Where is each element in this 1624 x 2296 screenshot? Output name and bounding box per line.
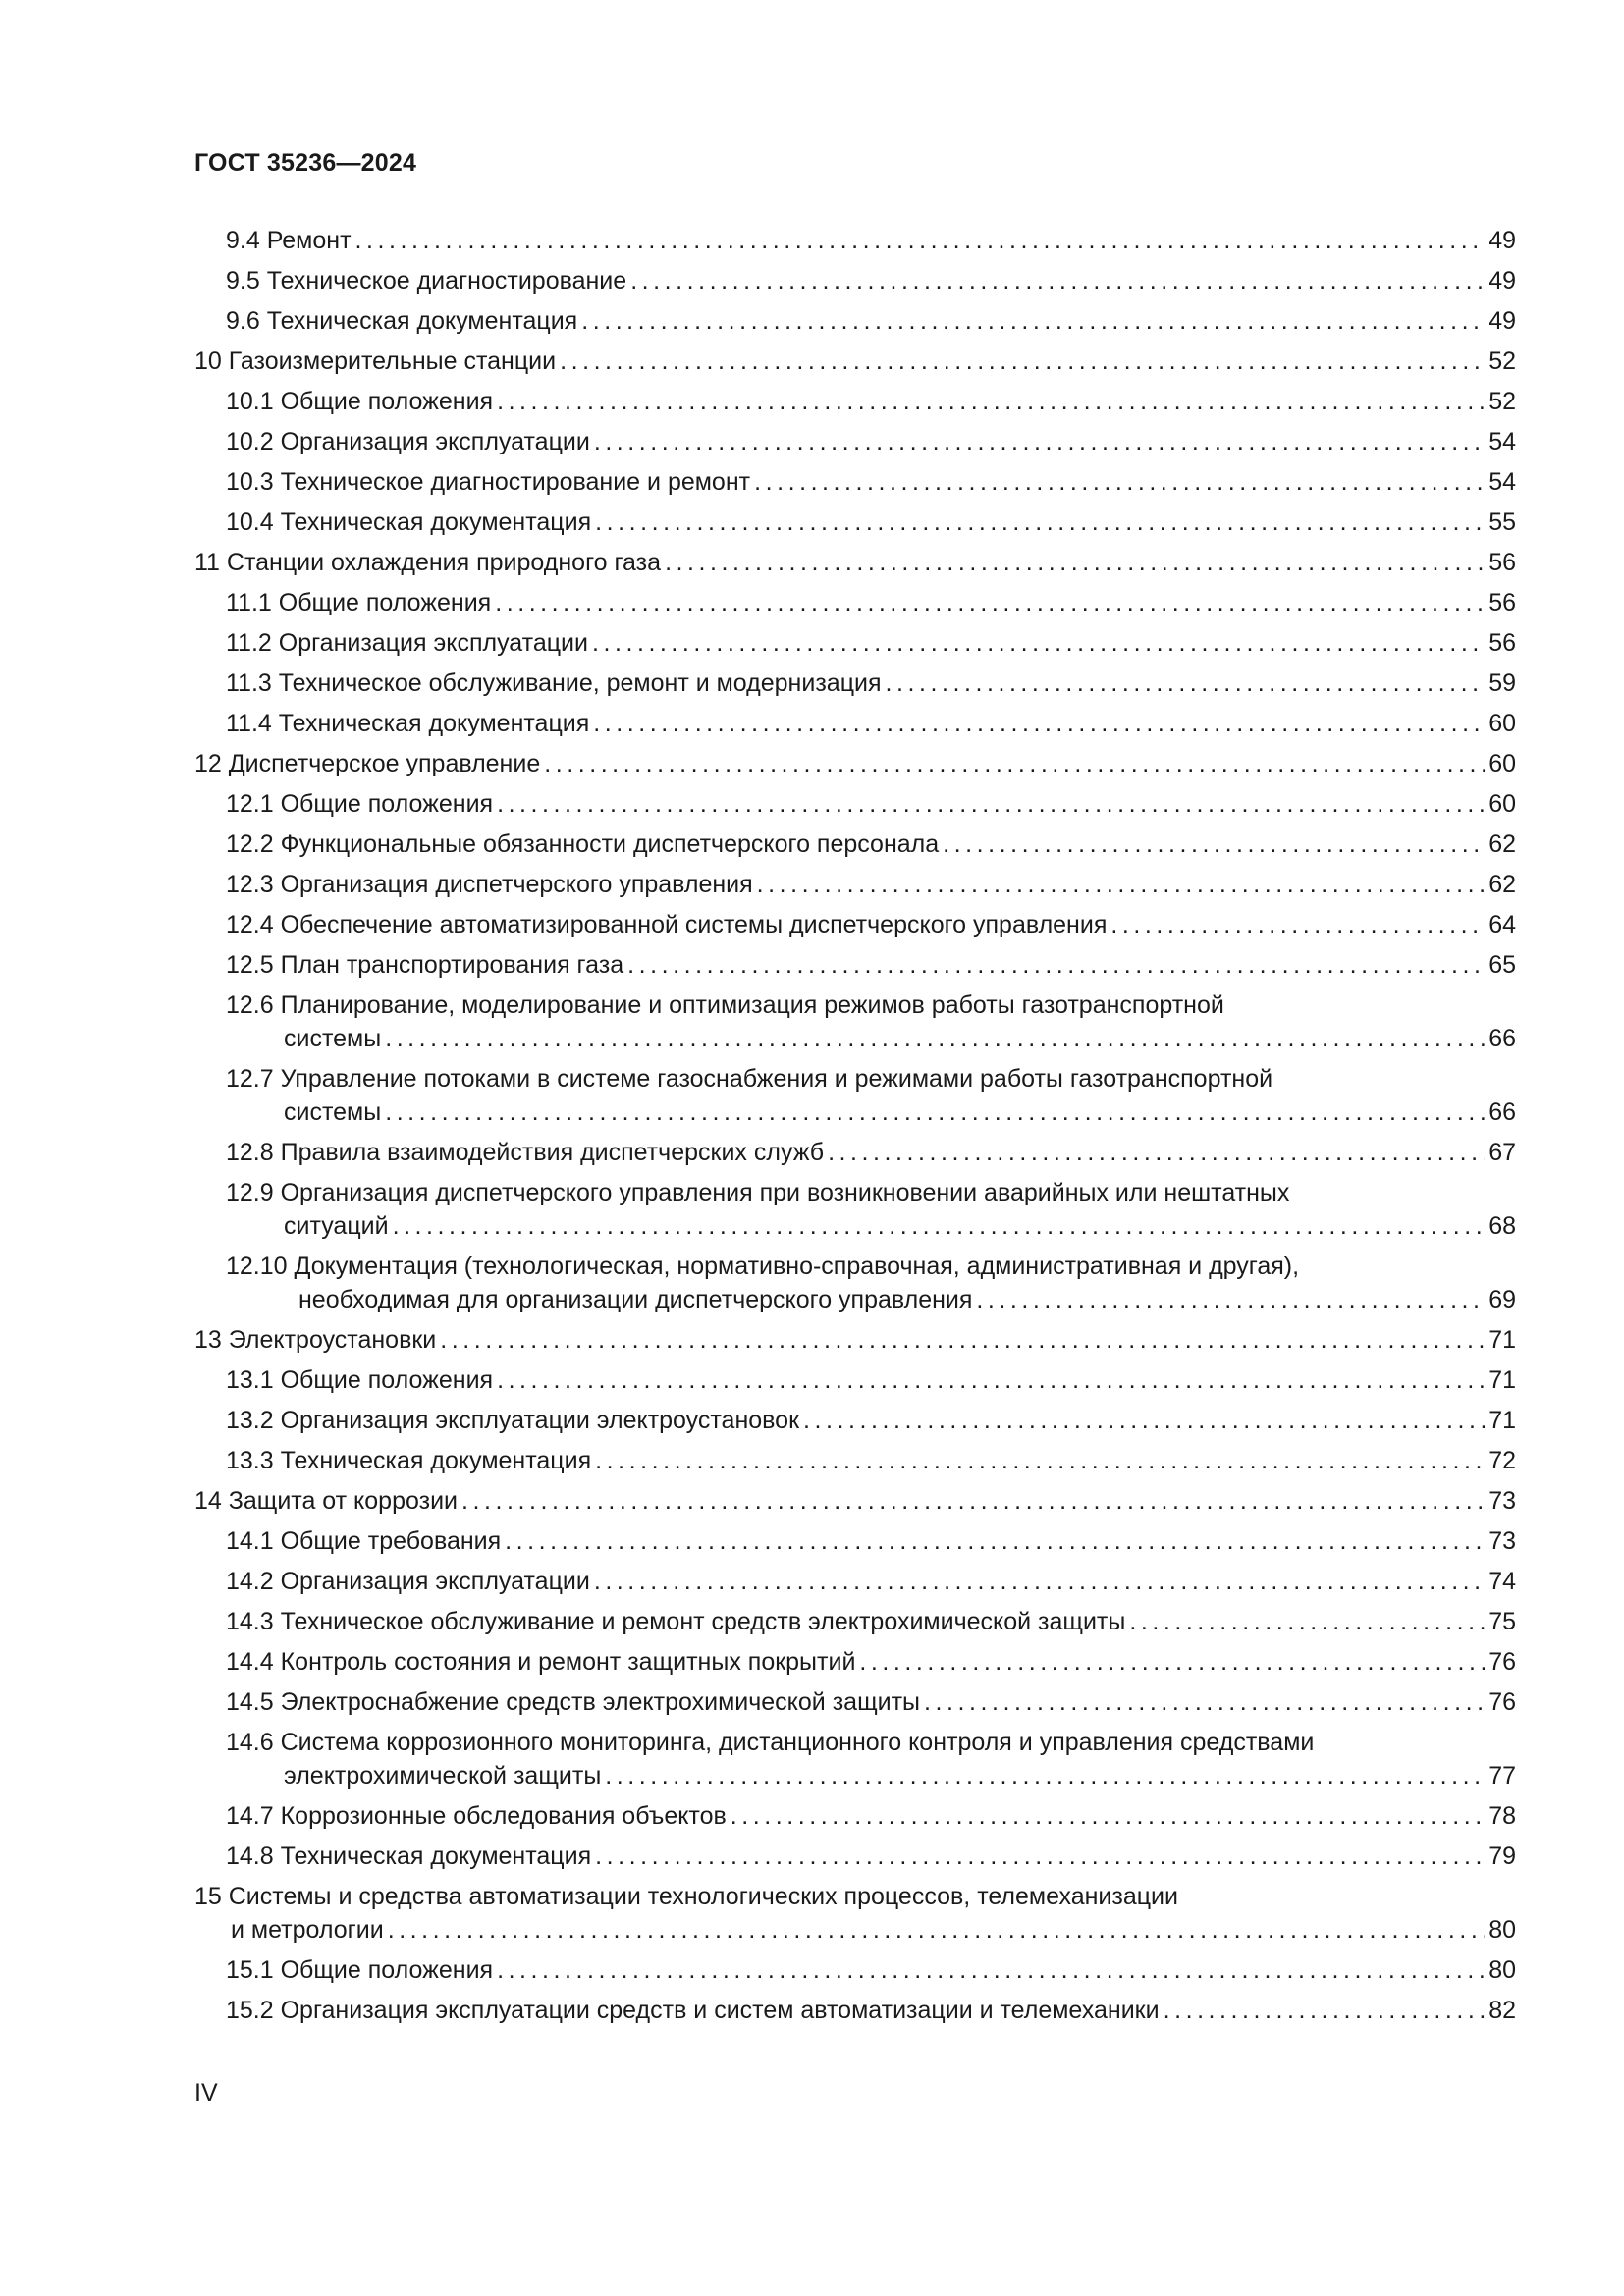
toc-entry[interactable]: [194, 1994, 1516, 2027]
toc-entry-title: 12.8 Правила взаимодействия диспетчерских служб: [226, 1139, 825, 1166]
dot-leader: [605, 1759, 1485, 1792]
toc-entry-title: 11.3 Техническое обслуживание, ремонт и модернизация: [226, 669, 882, 697]
toc-entry-title: 12.7 Управление потоками в системе газоснабжения и режимами работы газотранспортной: [226, 1065, 1273, 1093]
dot-leader: [731, 1799, 1485, 1833]
toc-entry-page: 76: [1489, 1648, 1516, 1676]
toc-entry-page: 62: [1489, 830, 1516, 858]
toc-entry-page: 67: [1489, 1139, 1516, 1166]
toc-entry-title: 14.3 Техническое обслуживание и ремонт средств электрохимической защиты: [226, 1608, 1126, 1635]
toc-entry-page: 71: [1489, 1326, 1516, 1354]
toc-entry-title: ситуаций: [284, 1212, 389, 1240]
toc-entry-title: системы: [284, 1098, 382, 1126]
toc-entry-title: 15.1 Общие положения: [226, 1956, 494, 1984]
toc-entry[interactable]: [194, 425, 1516, 458]
dot-leader: [595, 1444, 1485, 1477]
toc-entry[interactable]: [194, 1250, 1516, 1316]
toc-entry-title: 14.1 Общие требования: [226, 1527, 502, 1555]
toc-entry-page: 80: [1489, 1916, 1516, 1944]
dot-leader: [505, 1524, 1485, 1558]
toc-entry-page: 68: [1489, 1212, 1516, 1240]
toc-entry[interactable]: [194, 546, 1516, 579]
toc-entry-page: 56: [1489, 629, 1516, 657]
toc-entry-title: 12.4 Обеспечение автоматизированной системы диспетчерского управления: [226, 911, 1108, 938]
page-number: IV: [194, 2079, 218, 2107]
toc-entry-title: 10.4 Техническая документация: [226, 508, 592, 536]
toc-entry-title: 12 Диспетчерское управление: [194, 750, 541, 777]
toc-entry[interactable]: [194, 787, 1516, 821]
toc-entry[interactable]: [194, 1799, 1516, 1833]
toc-entry-title: 12.9 Организация диспетчерского управления при возникновении аварийных или нештатных: [226, 1179, 1290, 1206]
toc-entry[interactable]: [194, 1176, 1516, 1243]
toc-entry-page: 75: [1489, 1608, 1516, 1635]
dot-leader: [593, 707, 1485, 740]
toc-entry[interactable]: [194, 948, 1516, 982]
toc-entry[interactable]: [194, 1136, 1516, 1169]
toc-entry-title: 15 Системы и средства автоматизации технологических процессов, телемеханизации: [194, 1883, 1178, 1910]
toc-entry[interactable]: [194, 1565, 1516, 1598]
toc-entry-page: 54: [1489, 468, 1516, 496]
toc-entry-page: 62: [1489, 871, 1516, 898]
toc-entry-title: 13.1 Общие положения: [226, 1366, 494, 1394]
dot-leader: [497, 1363, 1485, 1397]
toc-entry-page: 71: [1489, 1366, 1516, 1394]
toc-entry-page: 73: [1489, 1527, 1516, 1555]
dot-leader: [1110, 908, 1485, 941]
dot-leader: [594, 1565, 1485, 1598]
toc-entry[interactable]: [194, 667, 1516, 700]
toc-entry[interactable]: [194, 1880, 1516, 1947]
toc-entry-page: 60: [1489, 750, 1516, 777]
toc-entry-page: 60: [1489, 710, 1516, 737]
dot-leader: [440, 1323, 1485, 1357]
toc-entry-title: 9.6 Техническая документация: [226, 307, 578, 335]
toc-entry[interactable]: [194, 1685, 1516, 1719]
toc-entry-page: 79: [1489, 1842, 1516, 1870]
toc-entry[interactable]: [194, 1062, 1516, 1129]
toc-entry-title: системы: [284, 1025, 382, 1052]
toc-entry-title: 9.4 Ремонт: [226, 227, 352, 254]
toc-entry-title: 13.3 Техническая документация: [226, 1447, 592, 1474]
toc-entry-page: 78: [1489, 1802, 1516, 1830]
toc-entry[interactable]: [194, 345, 1516, 378]
toc-entry-page: 65: [1489, 951, 1516, 979]
toc-entry-page: 52: [1489, 347, 1516, 375]
dot-leader: [976, 1283, 1485, 1316]
dot-leader: [594, 425, 1485, 458]
toc-entry[interactable]: [194, 1363, 1516, 1397]
toc-entry-title: 10.1 Общие положения: [226, 388, 494, 415]
toc-entry-page: 60: [1489, 790, 1516, 818]
toc-entry-title: 11.2 Организация эксплуатации: [226, 629, 588, 657]
toc-entry-title: 12.10 Документация (технологическая, нормативно-справочная, административная и другая),: [226, 1253, 1300, 1280]
toc-entry[interactable]: [194, 1524, 1516, 1558]
dot-leader: [393, 1209, 1486, 1243]
dot-leader: [385, 1022, 1485, 1055]
dot-leader: [592, 626, 1485, 660]
dot-leader: [803, 1404, 1485, 1437]
toc-entry-page: 76: [1489, 1688, 1516, 1716]
toc-entry-title: необходимая для организации диспетчерского управления: [298, 1286, 973, 1313]
toc-entry[interactable]: [194, 506, 1516, 539]
dot-leader: [385, 1095, 1485, 1129]
toc-entry-title: 14.6 Система коррозионного мониторинга, дистанционного контроля и управления средствами: [226, 1729, 1315, 1756]
toc-entry-title: 13.2 Организация эксплуатации электроустановок: [226, 1407, 800, 1434]
dot-leader: [828, 1136, 1485, 1169]
toc-entry[interactable]: [194, 1484, 1516, 1518]
toc-entry-page: 72: [1489, 1447, 1516, 1474]
dot-leader: [495, 586, 1485, 619]
toc-entry-page: 52: [1489, 388, 1516, 415]
toc-entry-title: 14 Защита от коррозии: [194, 1487, 459, 1515]
toc-entry-title: 14.8 Техническая документация: [226, 1842, 592, 1870]
toc-entry-title: 12.3 Организация диспетчерского управления: [226, 871, 753, 898]
toc-entry[interactable]: [194, 304, 1516, 338]
toc-entry-title: электрохимической защиты: [284, 1762, 602, 1789]
toc-entry[interactable]: [194, 385, 1516, 418]
toc-entry-page: 66: [1489, 1098, 1516, 1126]
toc-entry[interactable]: [194, 908, 1516, 941]
toc-entry-page: 49: [1489, 267, 1516, 294]
toc-entry-title: 10.3 Техническое диагностирование и ремонт: [226, 468, 751, 496]
dot-leader: [461, 1484, 1485, 1518]
dot-leader: [924, 1685, 1485, 1719]
toc-entry-title: 14.7 Коррозионные обследования объектов: [226, 1802, 727, 1830]
toc-entry-title: 10 Газоизмерительные станции: [194, 347, 557, 375]
toc-entry-page: 64: [1489, 911, 1516, 938]
dot-leader: [754, 465, 1485, 499]
toc-entry[interactable]: [194, 1726, 1516, 1792]
toc-entry[interactable]: [194, 868, 1516, 901]
toc-entry-page: 56: [1489, 549, 1516, 576]
toc-entry-page: 73: [1489, 1487, 1516, 1515]
dot-leader: [388, 1913, 1485, 1947]
toc-entry-title: 15.2 Организация эксплуатации средств и систем автоматизации и телемеханики: [226, 1997, 1160, 2024]
toc-entry-page: 71: [1489, 1407, 1516, 1434]
toc-entry-page: 55: [1489, 508, 1516, 536]
dot-leader: [1129, 1605, 1485, 1638]
toc-entry[interactable]: [194, 707, 1516, 740]
dot-leader: [859, 1645, 1485, 1679]
dot-leader: [630, 264, 1485, 297]
dot-leader: [943, 828, 1485, 861]
toc-entry-title: 10.2 Организация эксплуатации: [226, 428, 590, 455]
toc-entry-title: 11.1 Общие положения: [226, 589, 492, 616]
dot-leader: [886, 667, 1486, 700]
toc-entry-page: 77: [1489, 1762, 1516, 1789]
toc-entry-title: 12.5 План транспортирования газа: [226, 951, 624, 979]
toc-entry-page: 59: [1489, 669, 1516, 697]
toc-entry-page: 49: [1489, 307, 1516, 335]
dot-leader: [627, 948, 1485, 982]
toc-entry-title: 12.1 Общие положения: [226, 790, 494, 818]
toc-entry-title: 14.2 Организация эксплуатации: [226, 1568, 590, 1595]
toc-entry-page: 54: [1489, 428, 1516, 455]
dot-leader: [544, 747, 1485, 780]
toc-entry-page: 82: [1489, 1997, 1516, 2024]
toc-entry[interactable]: [194, 224, 1516, 257]
toc-entry-title: 11.4 Техническая документация: [226, 710, 590, 737]
toc-entry-title: 13 Электроустановки: [194, 1326, 437, 1354]
dot-leader: [581, 304, 1485, 338]
dot-leader: [1164, 1994, 1486, 2027]
dot-leader: [595, 1840, 1485, 1873]
toc-entry-page: 49: [1489, 227, 1516, 254]
toc-entry-title: и метрологии: [231, 1916, 384, 1944]
toc-entry[interactable]: [194, 988, 1516, 1055]
document-header: ГОСТ 35236—2024: [194, 149, 417, 177]
dot-leader: [497, 787, 1485, 821]
toc-entry-title: 9.5 Техническое диагностирование: [226, 267, 627, 294]
toc-entry[interactable]: [194, 1645, 1516, 1679]
toc-entry[interactable]: [194, 1953, 1516, 1987]
table-of-contents: [194, 224, 1516, 2034]
toc-entry-title: 12.6 Планирование, моделирование и оптимизация режимов работы газотранспортной: [226, 991, 1224, 1019]
toc-entry-title: 14.5 Электроснабжение средств электрохимической защиты: [226, 1688, 921, 1716]
toc-entry[interactable]: [194, 1404, 1516, 1437]
toc-entry-page: 80: [1489, 1956, 1516, 1984]
toc-entry-title: 12.2 Функциональные обязанности диспетчерского персонала: [226, 830, 940, 858]
toc-entry-page: 56: [1489, 589, 1516, 616]
toc-entry[interactable]: [194, 626, 1516, 660]
dot-leader: [560, 345, 1485, 378]
toc-entry[interactable]: [194, 1323, 1516, 1357]
toc-entry-page: 69: [1489, 1286, 1516, 1313]
toc-entry[interactable]: [194, 1444, 1516, 1477]
toc-entry[interactable]: [194, 264, 1516, 297]
toc-entry-title: 11 Станции охлаждения природного газа: [194, 549, 662, 576]
toc-entry[interactable]: [194, 465, 1516, 499]
dot-leader: [665, 546, 1485, 579]
dot-leader: [595, 506, 1485, 539]
toc-entry[interactable]: [194, 747, 1516, 780]
dot-leader: [355, 224, 1486, 257]
dot-leader: [757, 868, 1486, 901]
toc-entry[interactable]: [194, 586, 1516, 619]
toc-entry-page: 74: [1489, 1568, 1516, 1595]
toc-entry-page: 66: [1489, 1025, 1516, 1052]
dot-leader: [497, 1953, 1485, 1987]
toc-entry[interactable]: [194, 1840, 1516, 1873]
dot-leader: [497, 385, 1485, 418]
toc-entry[interactable]: [194, 1605, 1516, 1638]
toc-entry-title: 14.4 Контроль состояния и ремонт защитных покрытий: [226, 1648, 856, 1676]
toc-entry[interactable]: [194, 828, 1516, 861]
